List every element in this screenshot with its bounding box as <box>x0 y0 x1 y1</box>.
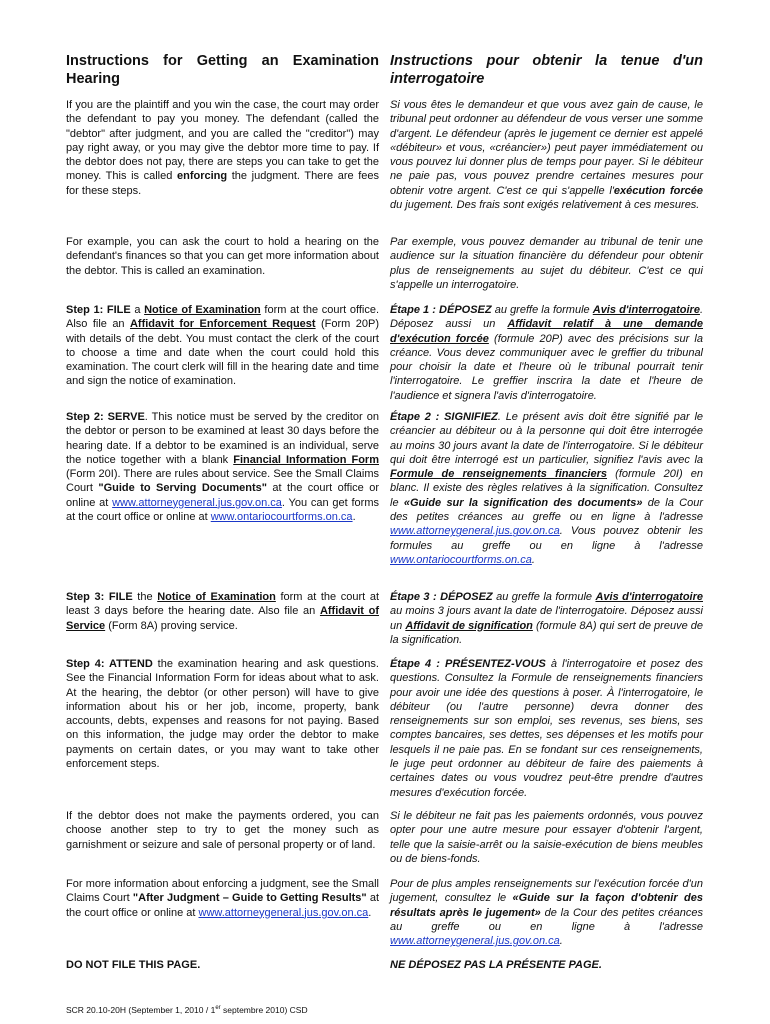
affidavit-of-service-form: Affidavit of Service <box>66 605 379 632</box>
french-step-3 <box>390 590 703 647</box>
text: de la Cour des petites créances au greffe ou en ligne à l'adresse <box>390 496 703 524</box>
english-step-3 <box>66 590 379 633</box>
step-1-label: Étape 1 : DÉPOSEZ <box>390 304 492 316</box>
text: the examination hearing and ask questions. See the Financial Information Form for ideas about what to ask. At the hearing, the debtor (or other person) will have to give information about his or her job, income, property, bank accounts, debts, expenses and reasons for not paying. Based on this information, the judge may order the debtor to make payments on certain dates, or you may want to take other enforcement steps. <box>66 658 379 771</box>
text: . Déposez aussi un <box>390 304 703 331</box>
attorneygeneral-link[interactable]: www.attorneygeneral.jus.gov.on.ca <box>390 525 560 538</box>
text: (Form 20I). There are rules about service. See the Small Claims Court <box>66 468 379 495</box>
text: . <box>559 935 563 948</box>
attorneygeneral-link[interactable]: www.attorneygeneral.jus.gov.on.ca <box>112 496 282 509</box>
english-title: Instructions for Getting an Examination Hearing <box>66 53 379 87</box>
text: (formule 20I) en blanc. Il existe des règles relatives à la signification. Consultez le <box>390 468 703 509</box>
text: . <box>531 553 535 566</box>
text: au greffe la formule <box>491 304 593 316</box>
text: the judgment. There are fees for these steps. <box>66 170 380 197</box>
text: (Form 20P) with details of the debt. You must contact the clerk of the court to choose a time and date when the court could hold this examination. The court clerk will fill in the hearing date and time and sign the notice of examination. <box>66 318 379 388</box>
french-column <box>390 52 704 971</box>
french-nonpayment-paragraph: Si le débiteur ne fait pas les paiements ordonnés, vous pouvez opter pour une autre mesure pour essayer d'obtenir l'argent, telle que la saisie-arrêt ou la saisie-exécution de biens meubles ou de biens-fonds. <box>390 810 703 865</box>
french-step-1 <box>390 303 703 403</box>
avis-interrogatoire-form: Avis d'interrogatoire <box>595 591 703 603</box>
text: (Form 8A) proving service. <box>105 619 238 632</box>
ontariocourtforms-link[interactable]: www.ontariocourtforms.on.ca <box>390 553 532 566</box>
guide-to-serving-documents: "Guide to Serving Documents" <box>98 482 267 495</box>
affidavit-de-signification-form: Affidavit de signification <box>405 619 533 632</box>
text: Si vous êtes le demandeur et que vous avez gain de cause, le tribunal peut ordonner au défendeur de vous verser une somme d'argent. Le défendeur (après le jugement ce dernier est appelé «débiteur» et vous, «créancier») peut payer immédiatement ou vous pouvez lui donner plus de temps pour payer. Si le débiteur ne paie pas, vous pouvez prendre certaines mesures pour obtenir votre argent. C'est ce qui s'appelle l' <box>390 99 703 197</box>
text: de la Cour des petites créances au greffe ou en ligne à l'adresse <box>390 906 703 933</box>
text: . Le présent avis doit être signifié par le créancier au débiteur ou à la personne qui doit être interrogée au moins 30 jours avant la date de l'interrogatoire. Si le débiteur qui doit être interrogé est un particulier, signifiez l'avis avec la <box>390 411 704 466</box>
form-footer <box>66 1003 308 1015</box>
step-4-label: Étape 4 : PRÉSENTEZ-VOUS <box>390 658 546 670</box>
text: form at the court office. Also file an <box>66 304 380 331</box>
ontariocourtforms-link[interactable]: www.ontariocourtforms.on.ca <box>210 511 353 524</box>
text: . Vous pouvez obtenir les formules au greffe ou en ligne à l'adresse <box>390 525 703 552</box>
text: (formule 20P) avec des précisions sur la créance. Vous devez communiquer avec le greffier du tribunal pour choisir la date et l'heure où le tribunal pourrait tenir l'interrogatoire. Le greffier inscrira la date et l'heure de l'audience et signera l'avis d'interrogatoire. <box>390 332 703 402</box>
english-more-info-paragraph <box>66 877 379 920</box>
text: a <box>130 304 145 316</box>
text: à l'interrogatoire et posez des questions. Consultez la Formule de renseignements financiers pour avoir une idée des questions à poser. À l'interrogatoire, le débiteur (ou l'autre personne) devra donner des renseignements sur son emploi, ses revenus, ses biens, ses comptes bancaires, ses dettes, ses dépenses et les motifs pour lesquels il ne paie pas. En se fondant sur ces renseignements, le juge peut ordonner au débiteur de faire des paiements à certaines dates ou vous voudrez peut-être prendre d'autres mesures d'exécution forcée. <box>390 658 703 799</box>
english-step-1 <box>66 303 379 389</box>
guide-signification-documents: «Guide sur la signification des documents» <box>403 496 643 509</box>
text: at the court office or online at <box>66 892 380 919</box>
english-intro-paragraph <box>66 98 379 198</box>
text: at the court office or online at <box>66 482 379 509</box>
attorneygeneral-link[interactable]: www.attorneygeneral.jus.gov.on.ca <box>198 906 369 919</box>
after-judgment-guide: "After Judgment – Guide to Getting Results" <box>132 892 367 905</box>
english-do-not-file-notice: DO NOT FILE THIS PAGE. <box>66 959 201 971</box>
avis-interrogatoire-form: Avis d'interrogatoire <box>592 304 700 316</box>
text: . You can get forms at the court office or online at <box>66 496 379 524</box>
english-nonpayment-paragraph: If the debtor does not make the payments ordered, you can choose another step to try to get the money such as garnishment or seizure and sale of personal property or of land. <box>66 810 379 851</box>
text: du jugement. Des frais sont exigés relativement à ces mesures. <box>390 199 700 212</box>
formule-renseignements-financiers: Formule de renseignements financiers <box>390 468 608 481</box>
english-step-4 <box>66 657 379 771</box>
french-example-paragraph: Par exemple, vous pouvez demander au tribunal de tenir une audience sur la situation financière du défendeur pour obtenir plus de renseignements au sujet du débiteur. C'est ce qui s'appelle un interrogatoire. <box>390 236 703 291</box>
text: Pour de plus amples renseignements sur l'exécution forcée d'un jugement, consultez le <box>390 878 703 905</box>
text: For more information about enforcing a judgment, see the Small Claims Court <box>66 878 379 905</box>
french-intro-paragraph <box>390 98 703 212</box>
guide-resultats-apres-jugement: «Guide sur la façon d'obtenir des résultats après le jugement» <box>390 892 703 919</box>
text: form at the court at least 3 days before the hearing date. Also file an <box>66 591 380 618</box>
footer-text: septembre 2010) CSD <box>220 1004 308 1015</box>
footer-text: SCR 20.10-20H (September 1, 2010 / 1 <box>66 1004 216 1015</box>
text: . <box>352 511 356 524</box>
financial-information-form: Financial Information Form <box>233 453 379 466</box>
english-column <box>66 52 380 971</box>
enforcing-term: enforcing <box>176 170 228 183</box>
french-step-2 <box>390 410 703 567</box>
attorneygeneral-link[interactable]: www.attorneygeneral.jus.gov.on.ca <box>390 935 560 948</box>
footer-superscript: er <box>215 1005 221 1011</box>
step-3-label: Étape 3 : DÉPOSEZ <box>390 591 493 603</box>
text: If you are the plaintiff and you win the case, the court may order the defendant to pay you money. The defendant (called the "debtor" after judgment, and you are called the "creditor") may pay right away, or you may give the debtor more time to pay. If the debtor does not pay, there are steps you can take to get the money. This is called <box>66 99 379 183</box>
french-title: Instructions pour obtenir la tenue d'un interrogatoire <box>390 53 703 87</box>
step-3-label: Step 3: FILE <box>66 591 133 603</box>
affidavit-for-enforcement-request-form: Affidavit for Enforcement Request <box>129 318 316 331</box>
text: au greffe la formule <box>492 591 596 603</box>
french-step-4 <box>390 657 703 800</box>
execution-forcee-term: exécution forcée <box>613 184 703 197</box>
text: . This notice must be served by the creditor on the debtor or person to be examined at least 30 days before the hearing date. If a debtor to be examined is an individual, serve the notice together with a blank <box>66 411 379 466</box>
french-more-info-paragraph <box>390 877 703 948</box>
step-2-label: Step 2: SERVE <box>66 411 145 423</box>
english-step-2 <box>66 410 379 524</box>
french-do-not-file-notice: NE DÉPOSEZ PAS LA PRÉSENTE PAGE. <box>390 959 602 971</box>
text: . <box>368 906 372 919</box>
step-1-label: Step 1: FILE <box>66 304 131 316</box>
step-4-label: Step 4: ATTEND <box>66 658 153 670</box>
notice-of-examination-form: Notice of Examination <box>157 591 276 603</box>
english-example-paragraph: For example, you can ask the court to hold a hearing on the defendant's finances so that you can get more information about the debtor. This is called an examination. <box>66 236 379 277</box>
text: (formule 8A) qui sert de preuve de la signification. <box>390 619 703 646</box>
affidavit-execution-forcee-form: Affidavit relatif à une demande d'exécution forcée <box>390 318 703 345</box>
step-2-label: Étape 2 : SIGNIFIEZ <box>390 411 498 423</box>
text: au moins 3 jours avant la date de l'interrogatoire. Déposez aussi un <box>390 605 703 632</box>
notice-of-examination-form: Notice of Examination <box>144 304 261 316</box>
text: the <box>132 591 158 603</box>
